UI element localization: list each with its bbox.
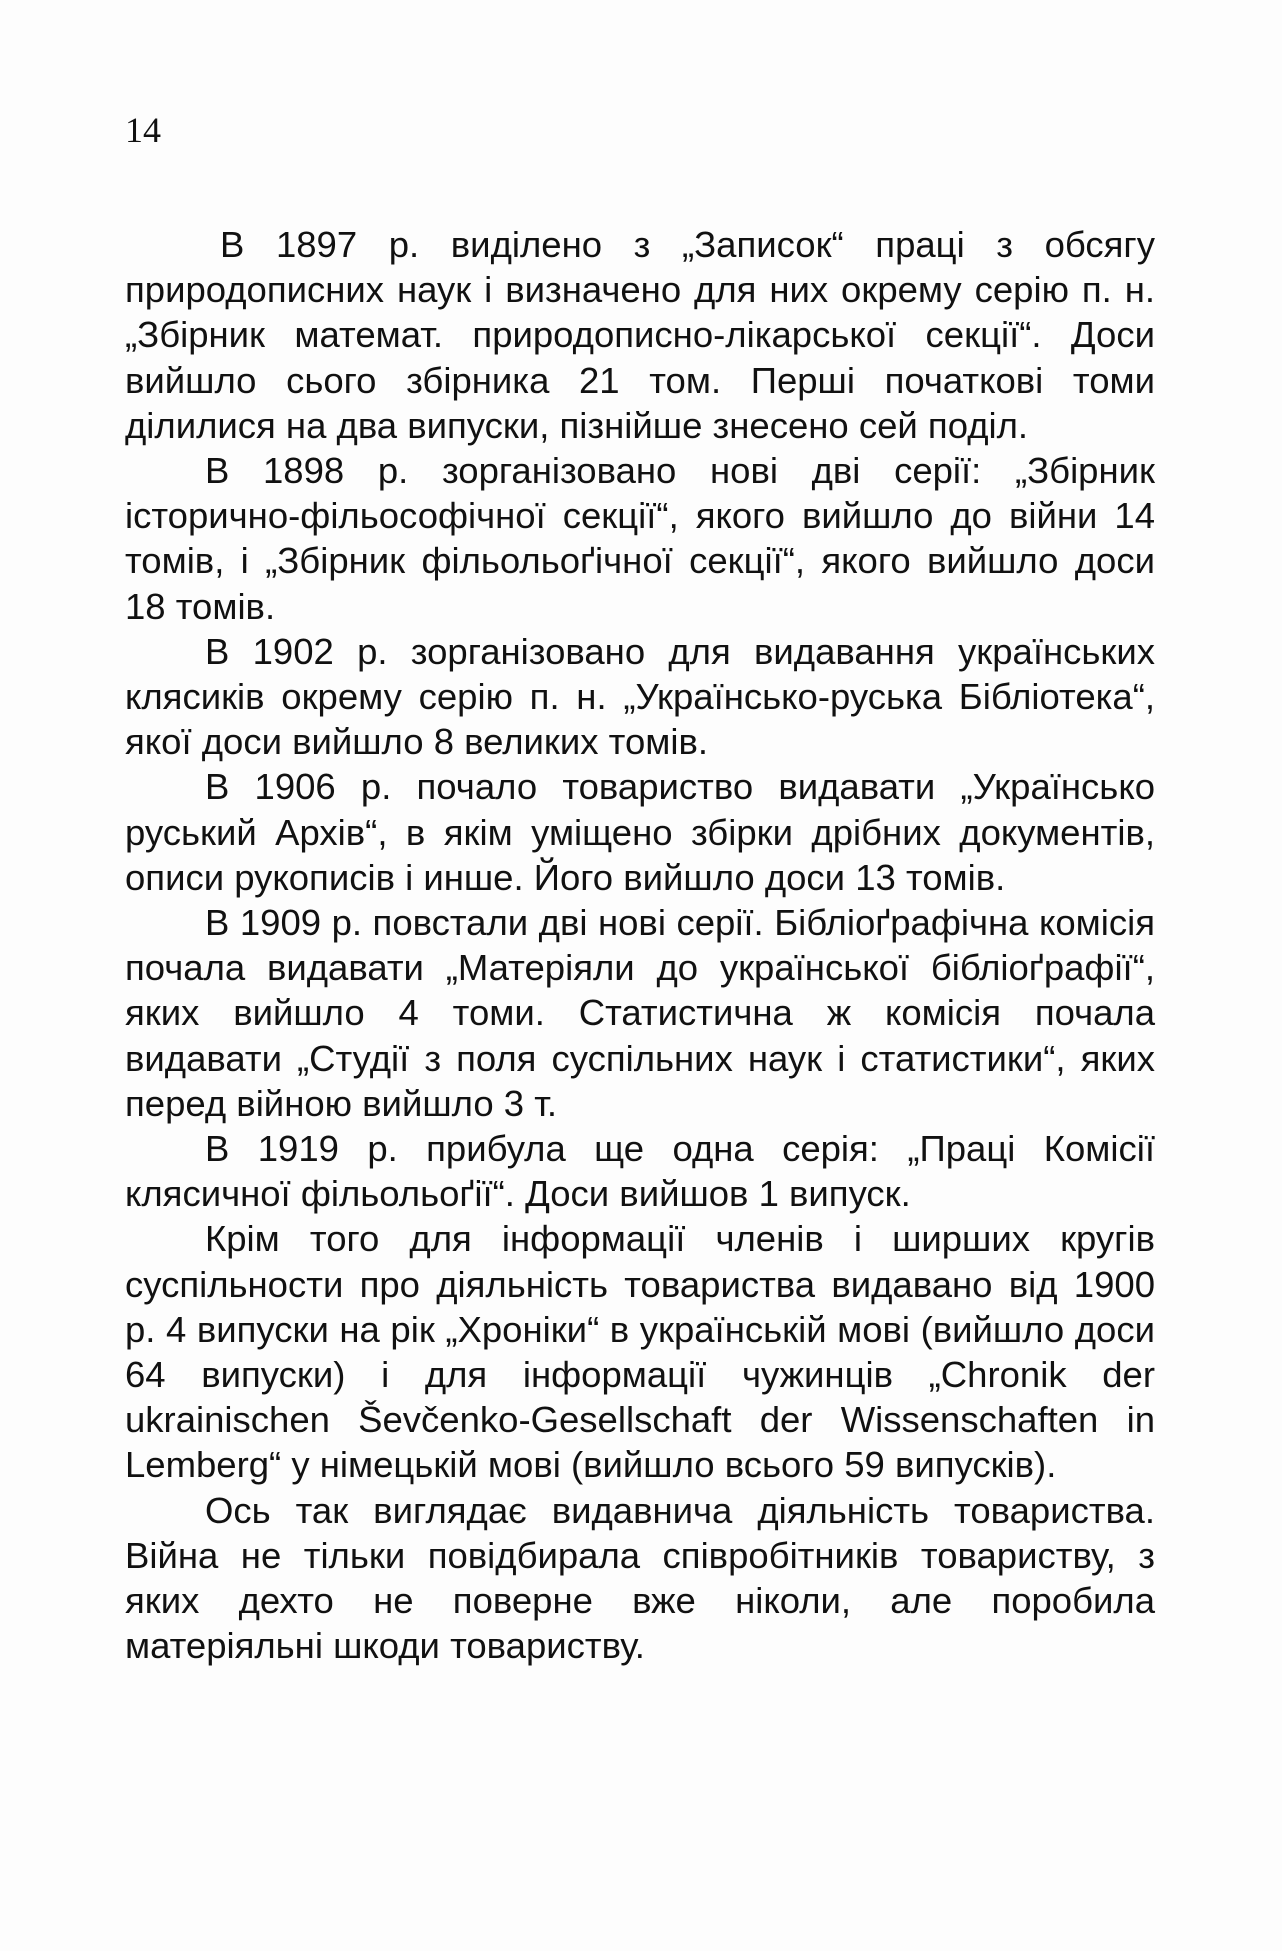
paragraph-1898: В 1898 р. зорганізовано нові дві серії: „Збірник історично-фільософічної секції“, якого вийшло до війни 14 томів, і „Збірник фільольоґічної секції“, якого вийшло доси 18 томів. bbox=[125, 450, 1155, 627]
body-text bbox=[125, 222, 1155, 1669]
paragraph-1919: В 1919 р. прибула ще одна серія: „Праці Комісії клясичної фільольоґії“. Доси вийшов 1 випуск. bbox=[125, 1128, 1155, 1215]
paragraph-1906: В 1906 р. почало товариство видавати „Українсько руський Архів“, в якім уміщено збірки дрібних документів, описи рукописів і инше. Його вийшло доси 13 томів. bbox=[125, 766, 1155, 898]
paragraph-chronicle: Крім того для інформації членів і ширших кругів суспільности про діяльність товариства видавано від 1900 р. 4 випуски на рік „Хроніки“ в українській мові (вийшло доси 64 випуски) і для інформації чужинців „Chronik der ukrainischen Ševčenko-Gesellschaft der Wissenschaften in Lemberg“ у німецькій мові (вийшло всього 59 випусків). bbox=[125, 1218, 1155, 1486]
paragraph-conclusion: Ось так виглядає видавнича діяльність товариства. Війна не тільки повідбирала співробітників товариству, з яких дехто не поверне вже ніколи, але поробила матеріяльні шкоди товариству. bbox=[125, 1489, 1155, 1667]
page-number: 14 bbox=[125, 110, 161, 150]
paragraph-1909: В 1909 р. повстали дві нові серії. Бібліоґрафічна комісія почала видавати „Матеріяли до української бібліоґрафії“, яких вийшло 4 томи. Статистична ж комісія почала видавати „Студії з поля суспільних наук і статистики“, яких перед війною вийшло 3 т. bbox=[125, 902, 1155, 1124]
paragraph-1897: В 1897 р. виділено з „Записок“ праці з обсягу природописних наук і визначено для них окрему серію п. н. „Збірник математ. природописно-лікарської секції“. Доси вийшло сього збірника 21 том. Перші початкові томи ділилися на два випуски, пізнійше знесено сей поділ. bbox=[125, 224, 1155, 446]
paragraph-1902: В 1902 р. зорганізовано для видавання українських клясиків окрему серію п. н. „Українсько-руська Бібліотека“, якої доси вийшло 8 великих томів. bbox=[125, 630, 1155, 763]
